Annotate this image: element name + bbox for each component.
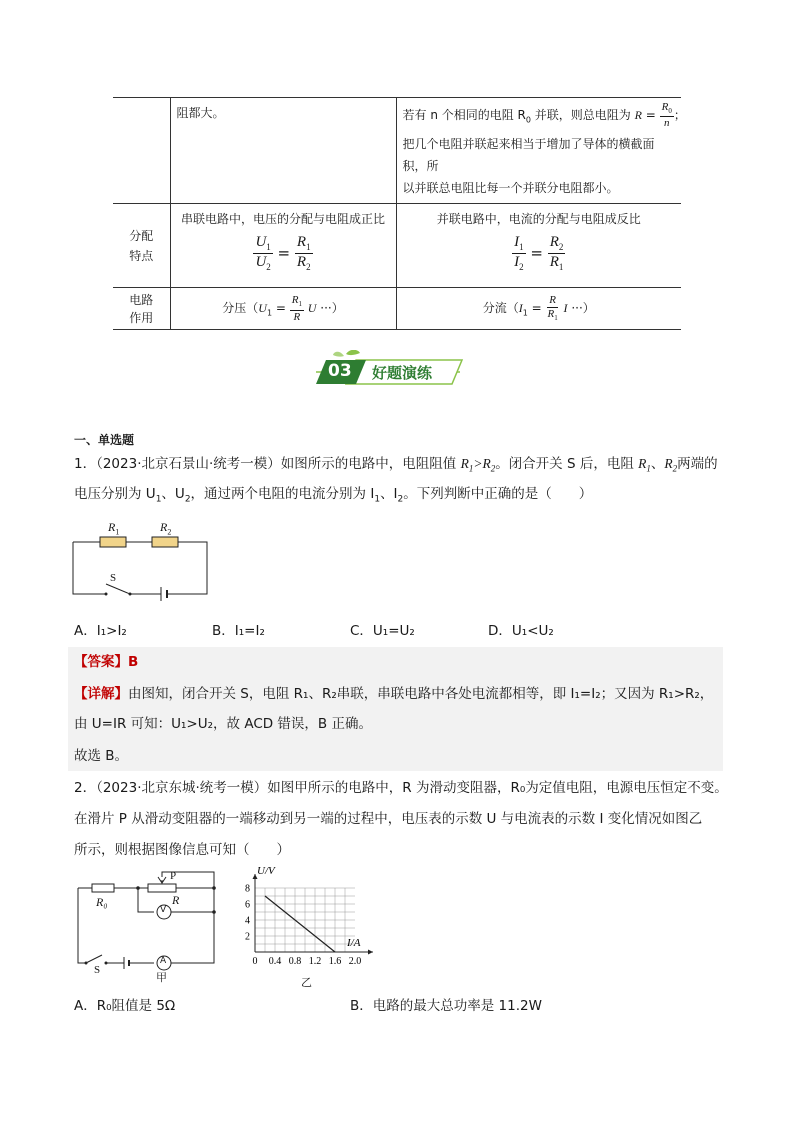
table-cell (396, 204, 681, 288)
parallel-rule: 并联电路中，电流的分配与电阻成反比 (436, 212, 641, 227)
y-tick-label: 8 (245, 883, 250, 895)
rheostat-label: R (172, 893, 180, 907)
y-tick-label: 2 (245, 931, 250, 943)
question-2-line2: 在滑片 P 从滑动变阻器的一端移动到另一端的过程中，电压表的示数 U 与电流表的示数 I 变化情况如图乙 (74, 811, 703, 827)
row1-right-line3: 以并联总电阻比每一个并联分电阻都小。 (402, 181, 619, 196)
series-line (265, 896, 335, 952)
option-b[interactable]: B．电路的最大总功率是 11.2W (350, 998, 542, 1014)
banner-number: 03 (328, 361, 352, 381)
conclusion: 故选 B。 (74, 748, 129, 764)
current-divider-formula: 分流（$I_1$ = $\frac{R}{R_1}$ I ···） (482, 294, 595, 323)
section-banner (314, 350, 464, 392)
voltmeter-icon: V (160, 905, 167, 915)
x-tick-label: 0.8 (288, 956, 302, 967)
option-b[interactable]: B．I₁=I₂ (212, 623, 265, 639)
table-cell (396, 98, 686, 204)
r2-label: $R_2$ (160, 520, 172, 537)
switch-label: S (110, 572, 117, 584)
figure-a-caption: 甲 (156, 971, 167, 984)
x-tick-label: 1.6 (328, 956, 342, 967)
question-1-circuit (70, 520, 215, 605)
u-i-graph (235, 860, 395, 990)
current-ratio-formula: $\frac{I_1}{I_2}$ = $\frac{R_2}{R_1}$ (514, 234, 564, 273)
answer-box (68, 647, 723, 771)
row1-left-text: 阻都大。 (176, 106, 225, 120)
option-a[interactable]: A．R₀阻值是 5Ω (74, 998, 176, 1014)
table-cell (170, 204, 396, 288)
row1-right-line2: 把几个电阻并联起来相当于增加了导体的横截面积，所 (402, 137, 655, 174)
question-1-text: 1．（2023·北京石景山·统考一模）如图所示的电路中，电阻阻值 $R_1>R_2$。闭合开关 S 后，电阻 $R_1$、$R_2$两端的 (74, 456, 718, 474)
option-c[interactable]: C．U₁=U₂ (350, 623, 415, 639)
voltage-ratio-formula: $\frac{U_1}{U_2}$ = $\frac{R_1}{R_2}$ (255, 234, 311, 273)
detail-line2: 由 U=IR 可知：U₁>U₂，故 ACD 错误，B 正确。 (74, 716, 372, 732)
leaf-icon (346, 350, 360, 355)
r1-label: $R_1$ (108, 520, 120, 537)
r0-label: R₀ (96, 895, 108, 909)
x-tick-label: 0 (252, 956, 258, 967)
y-tick-label: 6 (245, 899, 250, 911)
table-cell (170, 288, 396, 330)
question-2-circuit (72, 868, 230, 984)
banner-title: 好题演练 (372, 364, 433, 382)
comparison-table (113, 97, 686, 330)
x-tick-label: 0.4 (268, 956, 282, 967)
switch-label: S (94, 964, 101, 976)
x-tick-label: 2.0 (348, 956, 362, 967)
table-cell-empty (113, 98, 170, 204)
question-2-line3: 所示，则根据图像信息可知（ ） (74, 842, 290, 858)
parallel-resistance-formula: 若有 n 个相同的电阻 $R_0$ 并联，则总电阻为 R = $\frac{R_0}{n}$ ； (402, 101, 686, 130)
figure-b-caption: 乙 (301, 976, 312, 989)
series-rule: 串联电路中，电压的分配与电阻成正比 (180, 212, 385, 227)
x-tick-label: 1.2 (308, 956, 322, 967)
row-label: 电路 作用 (113, 288, 170, 330)
section-heading: 一、单选题 (74, 433, 135, 447)
option-a[interactable]: A．I₁>I₂ (74, 623, 127, 639)
question-2-line1: 2．（2023·北京东城·统考一模）如图甲所示的电路中，R 为滑动变阻器，R₀为定值电阻，电源电压恒定不变。 (74, 780, 728, 796)
y-tick-label: 4 (245, 915, 250, 927)
fraction: $\frac{R_0}{n}$ (661, 101, 672, 130)
x-axis-arrow (368, 950, 373, 955)
row-label: 分配 特点 (113, 204, 170, 288)
slider-p-label: P (170, 870, 177, 882)
x-axis-label: I/A (347, 937, 361, 949)
y-axis-label: U/V (257, 865, 275, 877)
option-d[interactable]: D．U₁<U₂ (488, 623, 554, 639)
voltage-divider-formula: 分压（$U_1$ = $\frac{R_1}{R}$ U ···） (222, 294, 344, 323)
series-circuit-diagram (70, 520, 215, 605)
detail-line1: 【详解】由图知，闭合开关 S，电阻 R₁、R₂串联，串联电路中各处电流都相等，即 I₁=I₂；又因为 R₁>R₂， (74, 686, 714, 702)
table-cell (170, 98, 396, 204)
question-1-text-line2: 电压分别为 $U_1$、$U_2$，通过两个电阻的电流分别为 $I_1$、$I_2$。下列判断中正确的是（ ） (74, 486, 593, 505)
ammeter-icon: A (160, 956, 167, 966)
table-cell (396, 288, 681, 330)
question-2-graph (235, 860, 395, 990)
answer-line: 【答案】B (74, 654, 139, 670)
